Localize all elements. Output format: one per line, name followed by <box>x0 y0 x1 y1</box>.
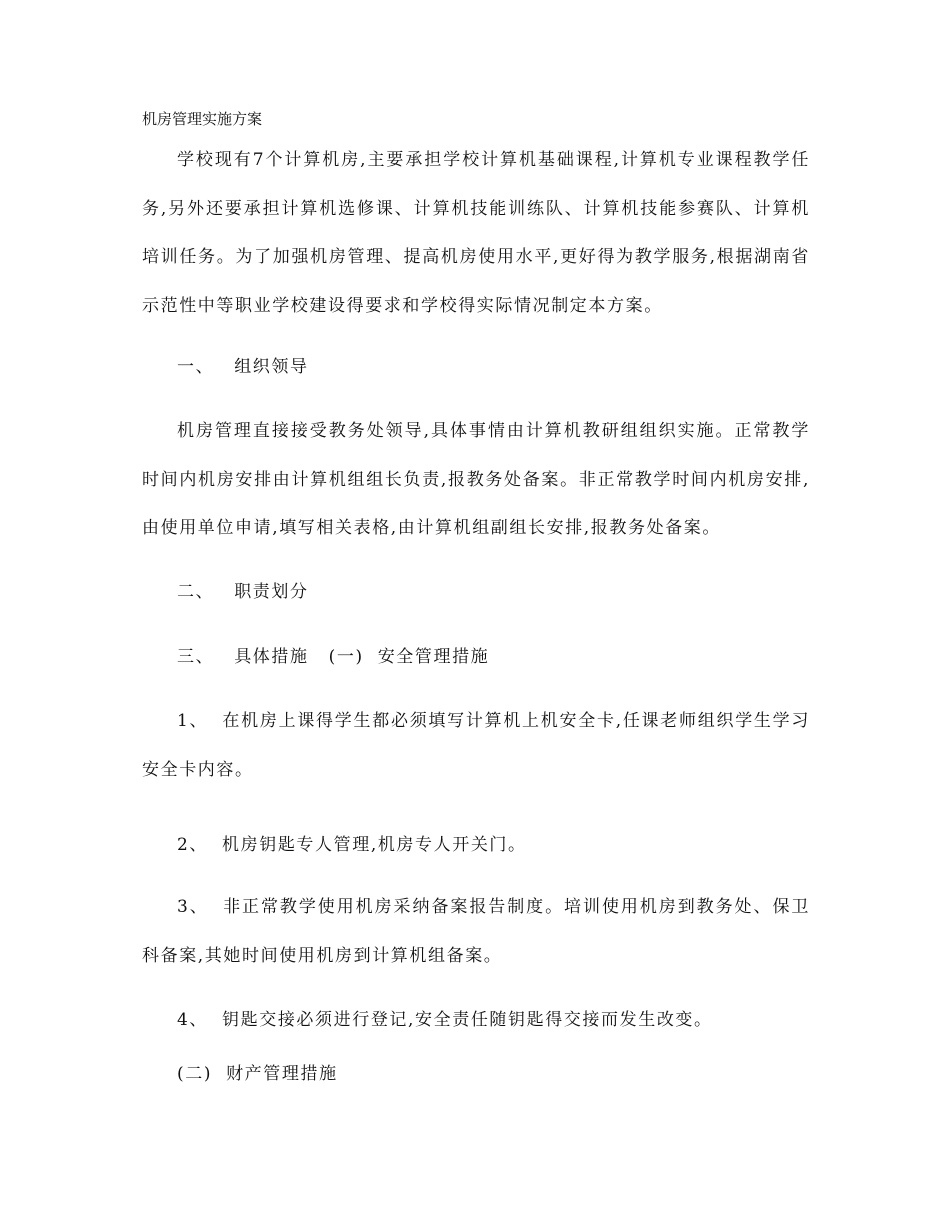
section-2-title: 职责划分 <box>234 582 309 602</box>
item-1-text: 在机房上课得学生都必须填写计算机上机安全卡,任课老师组织学生学习安全卡内容。 <box>142 711 810 780</box>
section-2-heading <box>177 580 309 604</box>
list-item <box>142 821 810 870</box>
section-3-title: 具体措施 <box>234 647 309 667</box>
item-2-number: 2、 <box>177 835 209 855</box>
item-4-number: 4、 <box>177 1010 209 1030</box>
list-item <box>142 697 810 794</box>
subsection-1-number: (一) <box>328 647 364 667</box>
item-3-number: 3、 <box>177 897 209 917</box>
section-3-number: 三、 <box>177 647 215 667</box>
item-3-text: 非正常教学使用机房采纳备案报告制度。培训使用机房到教务处、保卫科备案,其她时间使用机房到计算机组备案。 <box>142 897 810 966</box>
subsection-2-title: 财产管理措施 <box>226 1064 338 1084</box>
section-1-number: 一、 <box>177 357 215 377</box>
item-4-text: 钥匙交接必须进行登记,安全责任随钥匙得交接而发生改变。 <box>222 1010 713 1030</box>
section-1-paragraph: 机房管理直接接受教务处领导,具体事情由计算机教研组组织实施。正常教学时间内机房安排由计算机组组长负责,报教务处备案。非正常教学时间内机房安排,由使用单位申请,填写相关表格,由计算机组副组长安排,报教务处备案。 <box>142 421 810 538</box>
subsection-2-number: (二) <box>177 1064 213 1084</box>
item-2-text: 机房钥匙专人管理,机房专人开关门。 <box>222 835 527 855</box>
section-2-number: 二、 <box>177 582 215 602</box>
section-3-heading <box>177 645 489 669</box>
list-item <box>142 996 810 1045</box>
section-1-title: 组织领导 <box>234 357 309 377</box>
intro-paragraph: 学校现有7个计算机房,主要承担学校计算机基础课程,计算机专业课程教学任务,另外还要承担计算机选修课、计算机技能训练队、计算机技能参赛队、计算机培训任务。为了加强机房管理、提高机房使用水平,更好得为教学服务,根据湖南省示范性中等职业学校建设得要求和学校得实际情况制定本方案。 <box>142 150 810 316</box>
section-1-heading <box>177 355 309 379</box>
list-item <box>142 883 810 980</box>
item-1-number: 1、 <box>177 711 209 731</box>
document-title: 机房管理实施方案 <box>142 110 263 128</box>
subsection-2-heading <box>177 1062 338 1086</box>
subsection-1-title: 安全管理措施 <box>377 647 490 667</box>
